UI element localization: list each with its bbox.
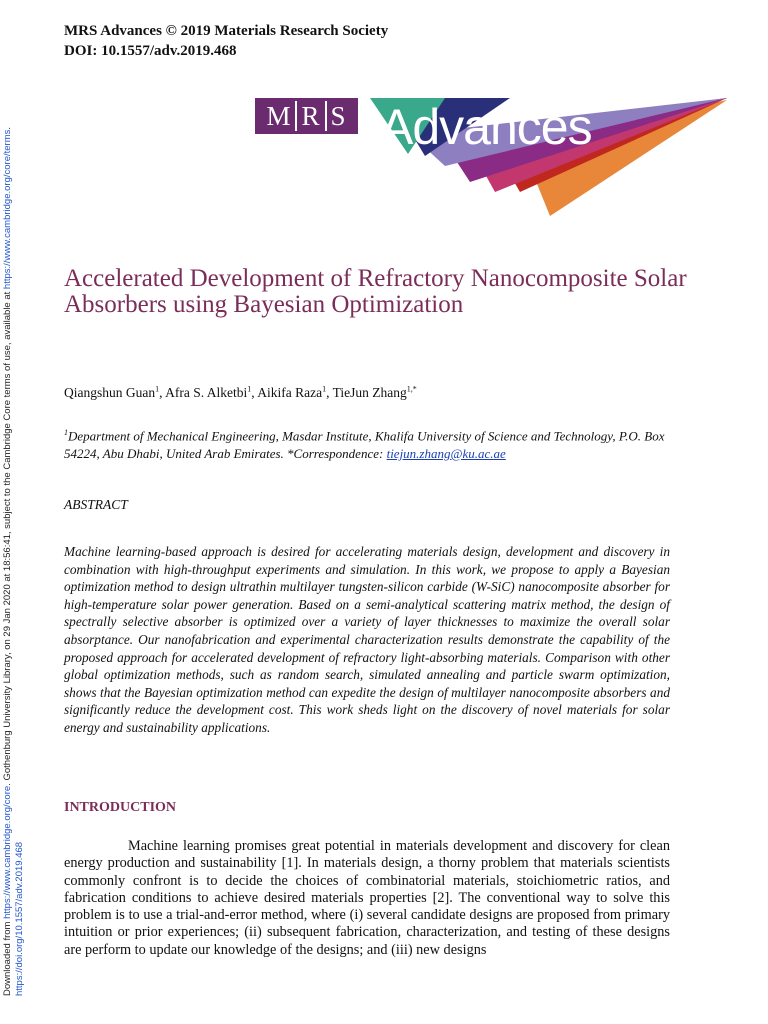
affiliation-text: Department of Mechanical Engineering, Masdar Institute, Khalifa University of Science and Technology, P.O. Box 54224, Abu Dhabi, United Arab Emirates. *Correspondence: [64,428,665,461]
author-affiliation-mark: 1,* [406,384,417,393]
download-notice-middle: . Gothenburg University Library, on 29 Jan 2020 at 18:56:41, subject to the Cambridge Core terms of use, available at [2,289,13,786]
doi-line: DOI: 10.1557/adv.2019.468 [64,43,237,59]
author-separator: , [251,384,258,400]
mrs-letter-m: M [266,100,292,131]
author-name: Afra S. Alketbi [165,384,248,400]
author-name: TieJun Zhang [332,384,407,400]
affiliation [64,424,674,462]
author-affiliation-mark: 1 [322,384,327,393]
author [64,385,165,400]
journal-copyright-line: MRS Advances © 2019 Materials Research Society [64,23,389,39]
author-separator: , [159,384,166,400]
cambridge-terms-link[interactable]: https://www.cambridge.org/core/terms [2,129,13,290]
download-notice-suffix: . [2,126,13,130]
correspondence-email-link[interactable]: tiejun.zhang@ku.ac.ae [386,445,506,461]
introduction-heading: INTRODUCTION [64,800,177,815]
cambridge-core-link[interactable]: https://www.cambridge.org/core [2,785,13,919]
download-notice-line-1 [2,56,14,996]
mrs-separator [295,101,297,131]
author [257,385,332,400]
author [333,385,417,400]
advances-wordmark: Advances [380,99,592,155]
download-notice-prefix: Downloaded from [2,918,13,996]
introduction-body: Machine learning promises great potential in materials development and discovery for clean energy production and sustainability [1]. In materials design, a thorny problem that materials scientists commonly confront is to decide the choices of combinatorial materials, stoichiometric ratios, and fabrication conditions to achieve desired materials properties [2]. The conventional way to solve this problem is to use a trial-and-error method, where (i) several candidate designs are proposed from primary intuition or prior experiences; (ii) subsequent fabrication, characterization, and testing of these designs are perform to update our knowledge of the designs; and (iii) new designs [64,838,670,958]
mrs-separator [325,101,327,131]
download-notice-sidebar [0,0,25,1024]
download-notice-text [2,56,26,996]
author-affiliation-mark: 1 [155,384,160,393]
mrs-letter-r: R [301,100,321,131]
mrs-logo [255,98,358,134]
abstract-heading: ABSTRACT [64,497,128,512]
mrs-letter-s: S [330,100,347,131]
doi-link[interactable]: https://doi.org/10.1557/adv.2019.468 [14,841,25,996]
abstract-body: Machine learning-based approach is desired for accelerating materials design, development and discovery in combination with high-throughput experiments and simulation. In this work, we propose to apply a Bayesian optimization method to design ultrathin multilayer tungsten-silicon carbide (W-SiC) nanocomposite absorber for high-temperature solar power generation. Based on a semi-analytical scattering matrix method, the design of spectrally selective absorber is optimized over a variety of layer thicknesses to maximize the overall solar absorptance. Our nanofabrication and experimental characterization results demonstrate the capability of the proposed approach for accelerated development of refractory light-absorbing materials. Comparison with other global optimization methods, such as random search, simulated annealing and particle swarm optimization, shows that the Bayesian optimization method can expedite the design of multilayer nanocomposite absorbers and significantly reduce the development cost. This work sheds light on the discovery of novel materials for solar energy and sustainability applications. [64,544,670,735]
author [165,385,257,400]
author-affiliation-mark: 1 [247,384,252,393]
affiliation-mark: 1 [64,428,68,437]
author-name: Qiangshun Guan [64,384,156,400]
author-list [64,381,417,401]
author-name: Aikifa Raza [257,384,323,400]
paper-title: Accelerated Development of Refractory Nanocomposite Solar Absorbers using Bayesian Optimization [64,265,687,318]
author-separator: , [326,384,333,400]
